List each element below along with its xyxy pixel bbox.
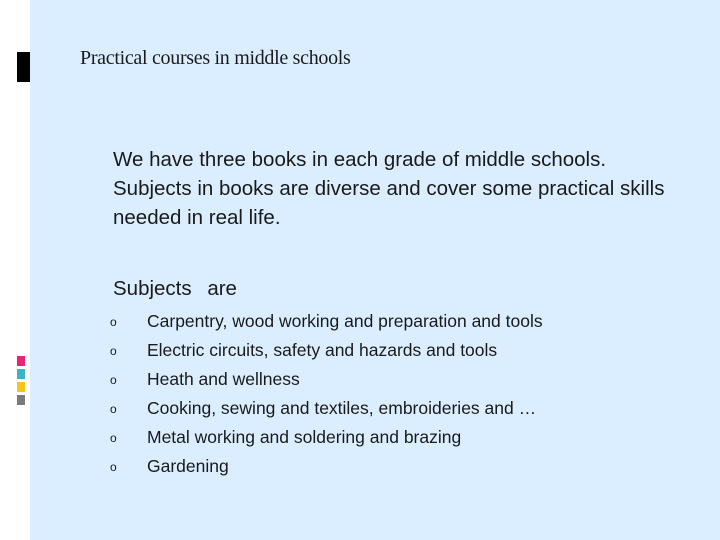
intro-paragraph: We have three books in each grade of middle schools. Subjects in books are diverse and cover some practical skills needed in real life. — [113, 148, 665, 229]
side-color-marks — [17, 356, 25, 408]
subject-label: Cooking, sewing and textiles, embroideries and … — [147, 398, 537, 418]
list-item — [110, 307, 543, 336]
list-item — [110, 452, 543, 481]
bullet-icon: o — [110, 430, 117, 445]
list-item — [110, 423, 543, 452]
list-item — [110, 394, 543, 423]
side-mark — [17, 395, 25, 405]
subject-label: Gardening — [147, 456, 229, 476]
side-mark — [17, 369, 25, 379]
list-item — [110, 365, 543, 394]
subject-label: Electric circuits, safety and hazards and tools — [147, 340, 498, 360]
title-accent-bar — [17, 52, 30, 82]
bullet-icon: o — [110, 459, 117, 474]
subject-label: Metal working and soldering and brazing — [147, 427, 462, 447]
slide-title: Practical courses in middle schools — [80, 47, 351, 69]
bullet-icon: o — [110, 343, 117, 358]
side-mark — [17, 356, 25, 366]
bullet-icon: o — [110, 401, 117, 416]
subject-label: Heath and wellness — [147, 369, 300, 389]
subject-list — [110, 307, 543, 481]
side-mark — [17, 382, 25, 392]
subjects-heading: Subjects are — [113, 277, 237, 300]
subject-label: Carpentry, wood working and preparation and tools — [147, 311, 543, 331]
bullet-icon: o — [110, 372, 117, 387]
list-item — [110, 336, 543, 365]
bullet-icon: o — [110, 314, 117, 329]
